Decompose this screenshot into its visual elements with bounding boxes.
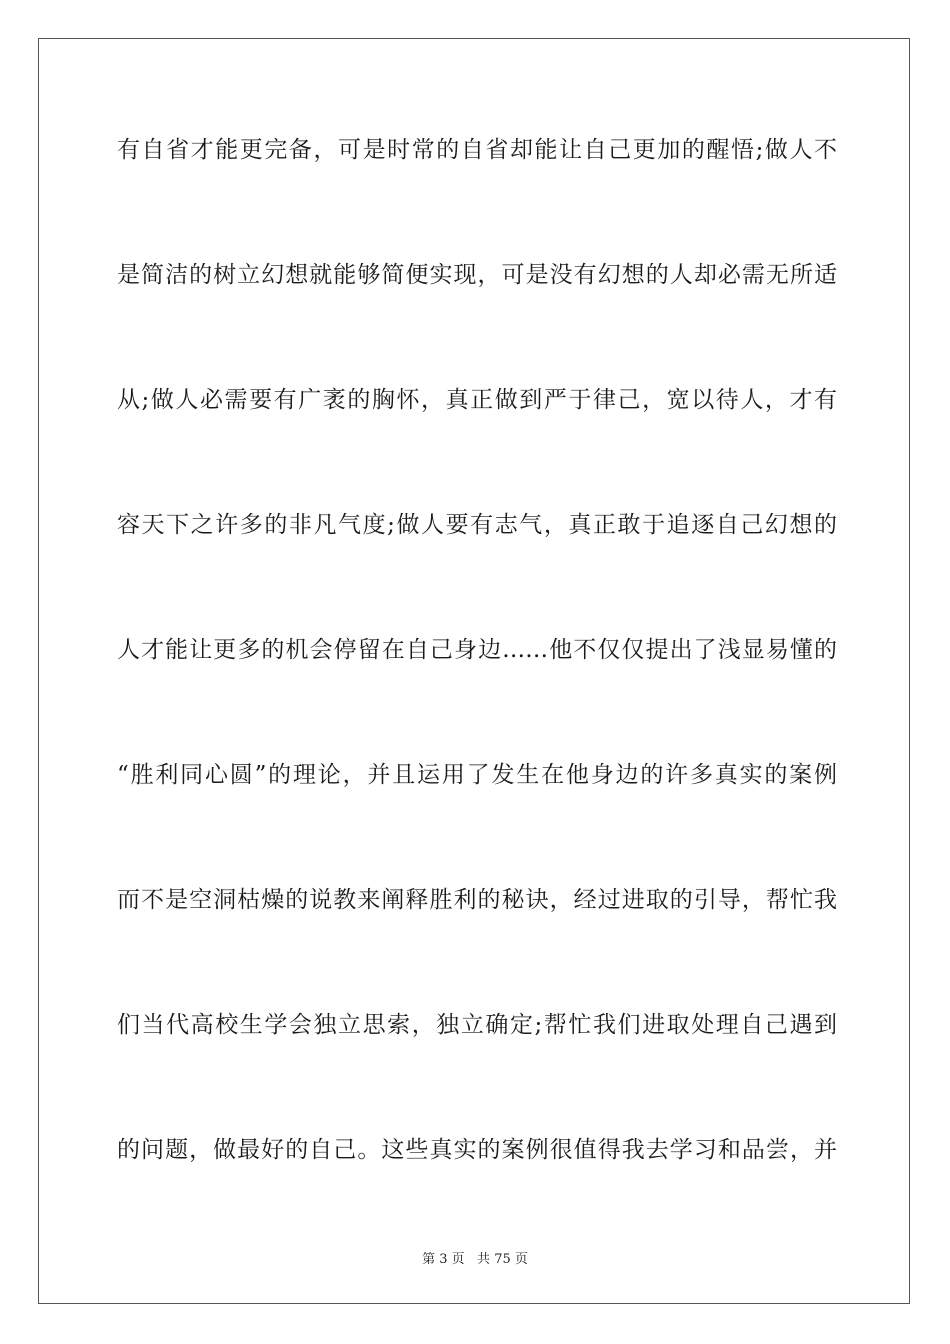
text-line: 容天下之许多的非凡气度;做人要有志气，真正敢于追逐自己幻想的 (117, 512, 837, 538)
text-line: 有自省才能更完备，可是时常的自省却能让自己更加的醒悟;做人不 (117, 137, 837, 163)
text-line: 从;做人必需要有广袤的胸怀，真正做到严于律己，宽以待人，才有 (117, 387, 837, 413)
text-line: 的问题，做最好的自己。这些真实的案例很值得我去学习和品尝，并 (117, 1137, 837, 1163)
text-line: 人才能让更多的机会停留在自己身边……他不仅仅提出了浅显易懂的 (117, 637, 837, 663)
text-line: 们当代高校生学会独立思索，独立确定;帮忙我们进取处理自己遇到 (117, 1012, 837, 1038)
page-border (38, 38, 910, 1304)
text-line: “胜利同心圆”的理论，并且运用了发生在他身边的许多真实的案例 (117, 762, 837, 788)
page-number-footer: 第 3 页 共 75 页 (422, 1252, 528, 1267)
text-line: 而不是空洞枯燥的说教来阐释胜利的秘诀，经过进取的引导，帮忙我 (117, 887, 837, 913)
text-line: 是简洁的树立幻想就能够简便实现，可是没有幻想的人却必需无所适 (117, 262, 837, 288)
